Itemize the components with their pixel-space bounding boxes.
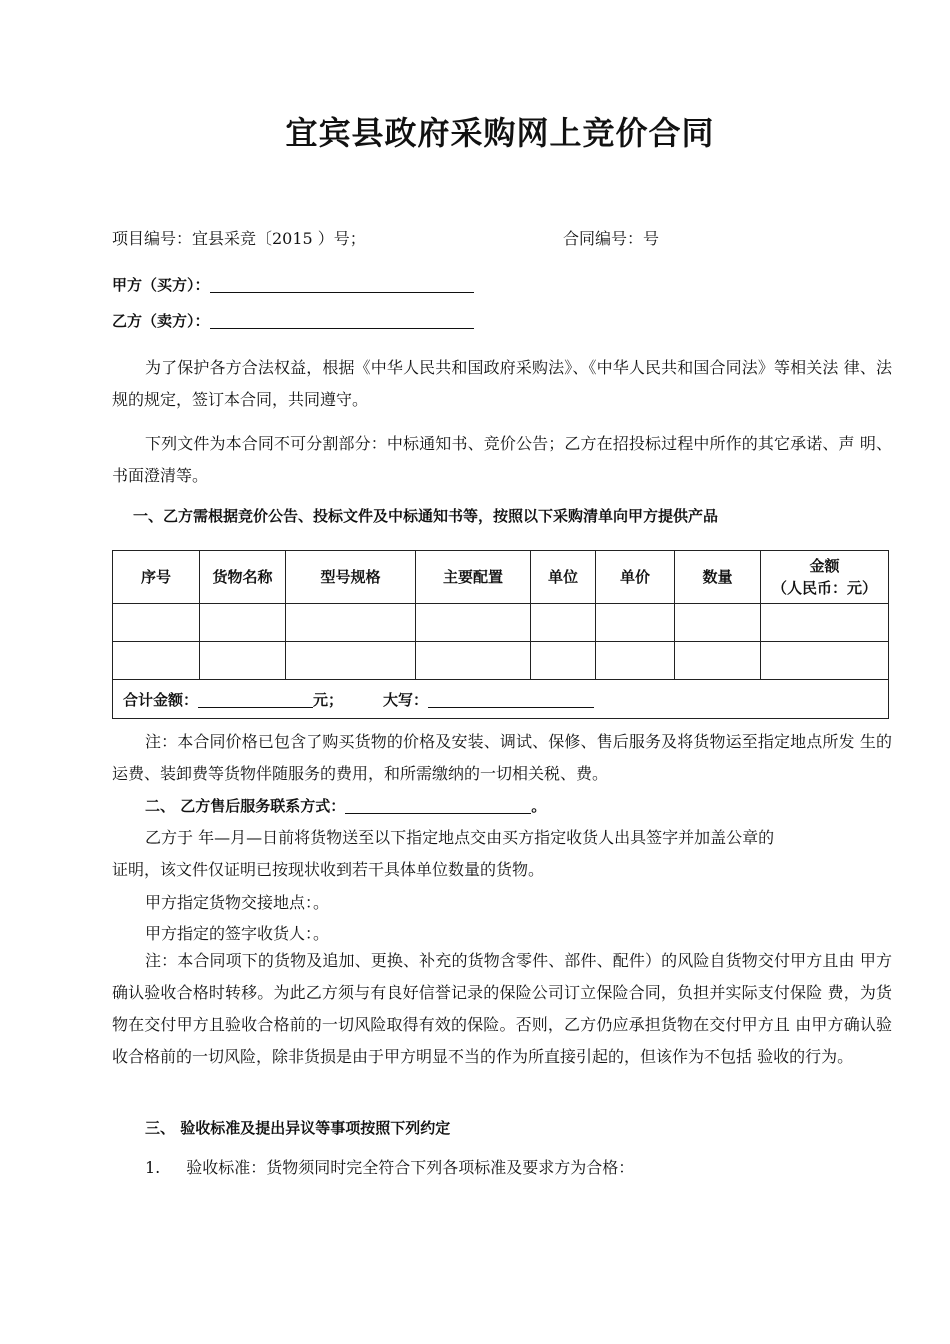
delivery-receiver: 甲方指定的签字收货人：。 [145, 924, 330, 943]
delivery-line-1: 乙方于 年—月—日前将货物送至以下指定地点交由买方指定收货人出具签字并加盖公章的 [145, 828, 775, 847]
delivery-line-2: 证明，该文件仅证明已按现状收到若干具体单位数量的货物。 [112, 860, 545, 879]
section-2-end: 。 [531, 797, 547, 815]
table-cell[interactable] [675, 604, 761, 642]
intro-paragraph-2: 下列文件为本合同不可分割部分：中标通知书、竞价公告；乙方在招投标过程中所作的其它承诺、声 明、书面澄清等。 [112, 434, 892, 485]
table-cell[interactable] [761, 642, 889, 680]
procurement-table [112, 550, 889, 719]
table-cell[interactable] [596, 642, 675, 680]
party-a-label: 甲方（买方）： [112, 276, 210, 294]
section-1-heading: 一、乙方需根据竞价公告、投标文件及中标通知书等，按照以下采购清单向甲方提供产品 [133, 507, 719, 525]
table-cell[interactable] [416, 604, 531, 642]
table-cell[interactable] [675, 642, 761, 680]
table-cell[interactable] [200, 642, 286, 680]
table-cell[interactable] [113, 642, 200, 680]
col-header-price: 单价 [596, 551, 675, 604]
risk-note: 注：本合同项下的货物及追加、更换、补充的货物含零件、部件、配件）的风险自货物交付甲方且由 甲方确认验收合格时转移。为此乙方须与有良好信誉记录的保险公司订立保险合同，负担并实际支付保险 费，为货物在交付甲方且验收合格前的一切风险取得有效的保险。否则，乙方仍应承担货物在交付甲方且 由甲方确认验收合格前的一切风险，除非货损是由于甲方明显不当的作为所直接引起的，但该作为不包括 验收的行为。 [112, 951, 892, 1066]
table-cell[interactable] [286, 642, 416, 680]
project-number: 项目编号：宜县采竞〔2015 ）号； [112, 229, 366, 248]
party-b-label: 乙方（卖方）： [112, 312, 210, 330]
col-header-model: 型号规格 [286, 551, 416, 604]
total-cell [113, 680, 889, 719]
party-a-line [112, 274, 474, 295]
section-3-heading: 三、 验收标准及提出异议等事项按照下列约定 [145, 1119, 451, 1137]
col-header-amount-sub: （人民币：元） [771, 579, 877, 597]
section-2-heading: 二、 乙方售后服务联系方式： [145, 797, 346, 815]
table-cell[interactable] [416, 642, 531, 680]
item-1-text: 验收标准：货物须同时完全符合下列各项标准及要求方为合格： [186, 1158, 635, 1177]
table-cell[interactable] [113, 604, 200, 642]
delivery-place: 甲方指定货物交接地点：。 [145, 893, 330, 912]
document-title: 宜宾县政府采购网上竞价合同 [285, 114, 715, 152]
col-header-amount [761, 551, 889, 604]
section-2-heading-line [145, 795, 546, 816]
table-cell[interactable] [596, 604, 675, 642]
intro-paragraph-1: 为了保护各方合法权益，根据《中华人民共和国政府采购法》、《中华人民共和国合同法》等相关法 律、法规的规定，签订本合同，共同遵守。 [112, 358, 892, 409]
table-cell[interactable] [286, 604, 416, 642]
table-total-row [113, 680, 889, 719]
total-unit: 元； [313, 690, 344, 709]
total-label: 合计金额： [123, 690, 199, 709]
table-row [113, 642, 889, 680]
col-header-qty: 数量 [675, 551, 761, 604]
capital-amount-blank[interactable] [428, 689, 594, 708]
contract-number: 合同编号：号 [563, 229, 660, 248]
col-header-unit: 单位 [531, 551, 596, 604]
item-1-number: 1. [145, 1158, 161, 1177]
table-cell[interactable] [761, 604, 889, 642]
col-header-amount-label: 金额 [809, 557, 840, 575]
col-header-config: 主要配置 [416, 551, 531, 604]
table-header-row [113, 551, 889, 604]
price-note: 注：本合同价格已包含了购买货物的价格及安装、调试、保修、售后服务及将货物运至指定地点所发 生的运费、装卸费等货物伴随服务的费用，和所需缴纳的一切相关税、费。 [112, 732, 892, 783]
table-cell[interactable] [531, 604, 596, 642]
section-3-item-1 [145, 1155, 634, 1178]
total-amount-blank[interactable] [198, 689, 313, 708]
col-header-no: 序号 [113, 551, 200, 604]
table-row [113, 604, 889, 642]
party-b-line [112, 310, 474, 331]
service-contact-blank [345, 795, 531, 814]
table-cell[interactable] [200, 604, 286, 642]
table-cell[interactable] [531, 642, 596, 680]
party-b-blank [210, 310, 474, 329]
party-a-blank [210, 274, 474, 293]
capital-label: 大写： [383, 690, 429, 709]
col-header-goods: 货物名称 [200, 551, 286, 604]
